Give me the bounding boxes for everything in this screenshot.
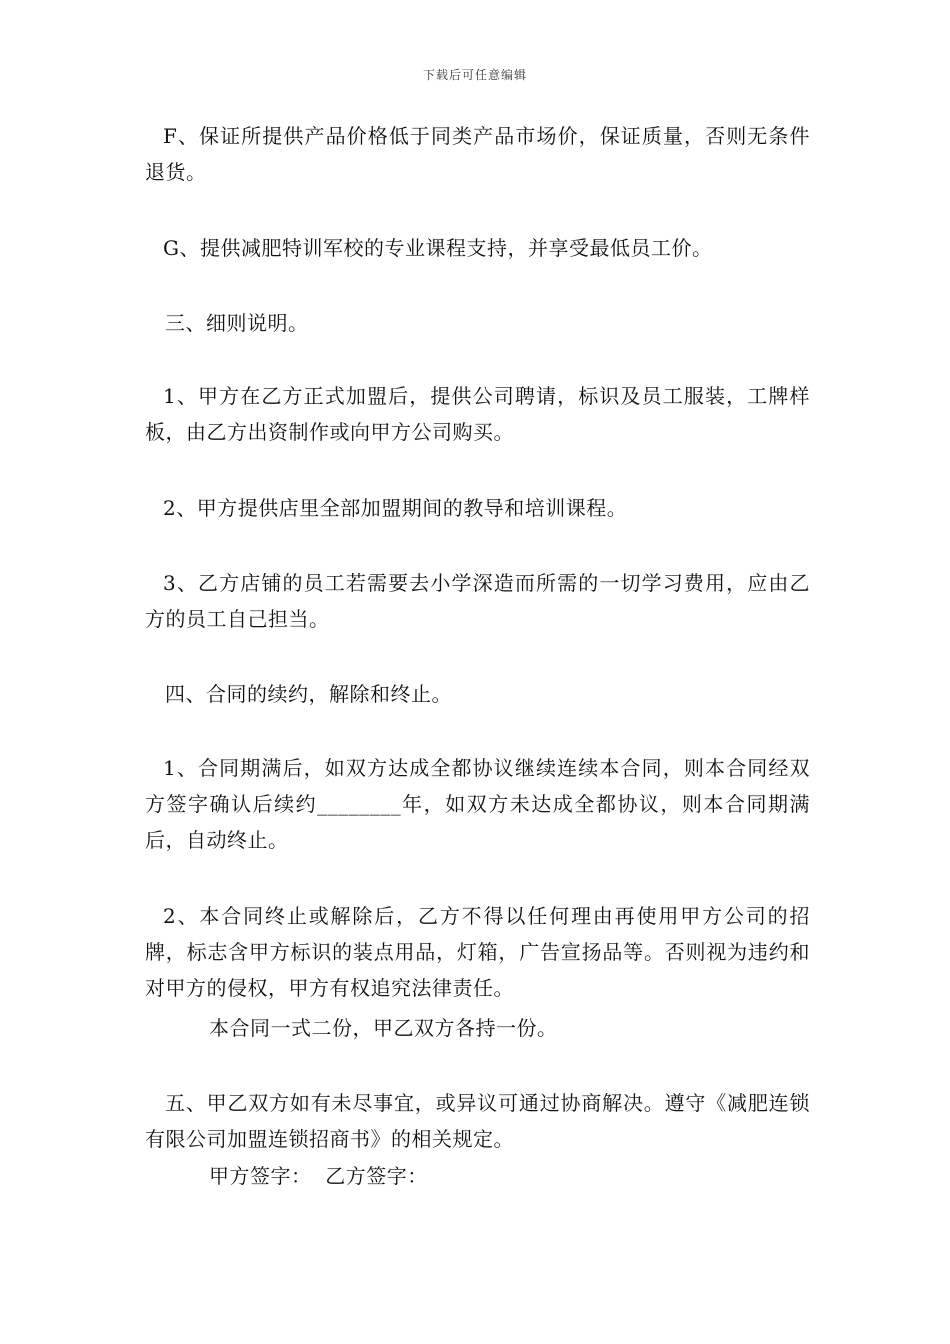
page-header: 下载后可任意编辑 [422,68,527,82]
section-3-heading: 三、细则说明。 [165,311,309,335]
clause-f: F、保证所提供产品价格低于同类产品市场价，保证质量，否则无条件退货。 [145,124,810,184]
section-3-item-3: 3、乙方店铺的员工若需要去小学深造而所需的一切学习费用，应由乙方的员工自己担当。 [145,571,810,631]
section-3-item-1: 1、甲方在乙方正式加盟后，提供公司聘请，标识及员工服装，工牌样板，由乙方出资制作或向甲方公司购买。 [145,384,810,444]
signature-line: 甲方签字： 乙方签字： [209,1164,428,1188]
section-4-heading: 四、合同的续约，解除和终止。 [165,682,452,706]
section-3-item-2: 2、甲方提供店里全部加盟期间的教导和培训课程。 [163,496,628,520]
section-5: 五、甲乙双方如有未尽事宜，或异议可通过协商解决。遵守《减肥连锁有限公司加盟连锁招商书》的相关规定。 [145,1091,810,1151]
section-4-item-2: 2、本合同终止或解除后，乙方不得以任何理由再使用甲方公司的招牌，标志含甲方标识的装点用品，灯箱，广告宣扬品等。否则视为违约和对甲方的侵权，甲方有权追究法律责任。 [145,904,810,1000]
section-4-item-1: 1、合同期满后，如双方达成全都协议继续连续本合同，则本合同经双方签字确认后续约________年，如双方未达成全都协议，则本合同期满后，自动终止。 [145,756,810,852]
copies-statement: 本合同一式二份，甲乙双方各持一份。 [209,1016,558,1040]
clause-g: G、提供减肥特训军校的专业课程支持，并享受最低员工价。 [163,236,713,260]
